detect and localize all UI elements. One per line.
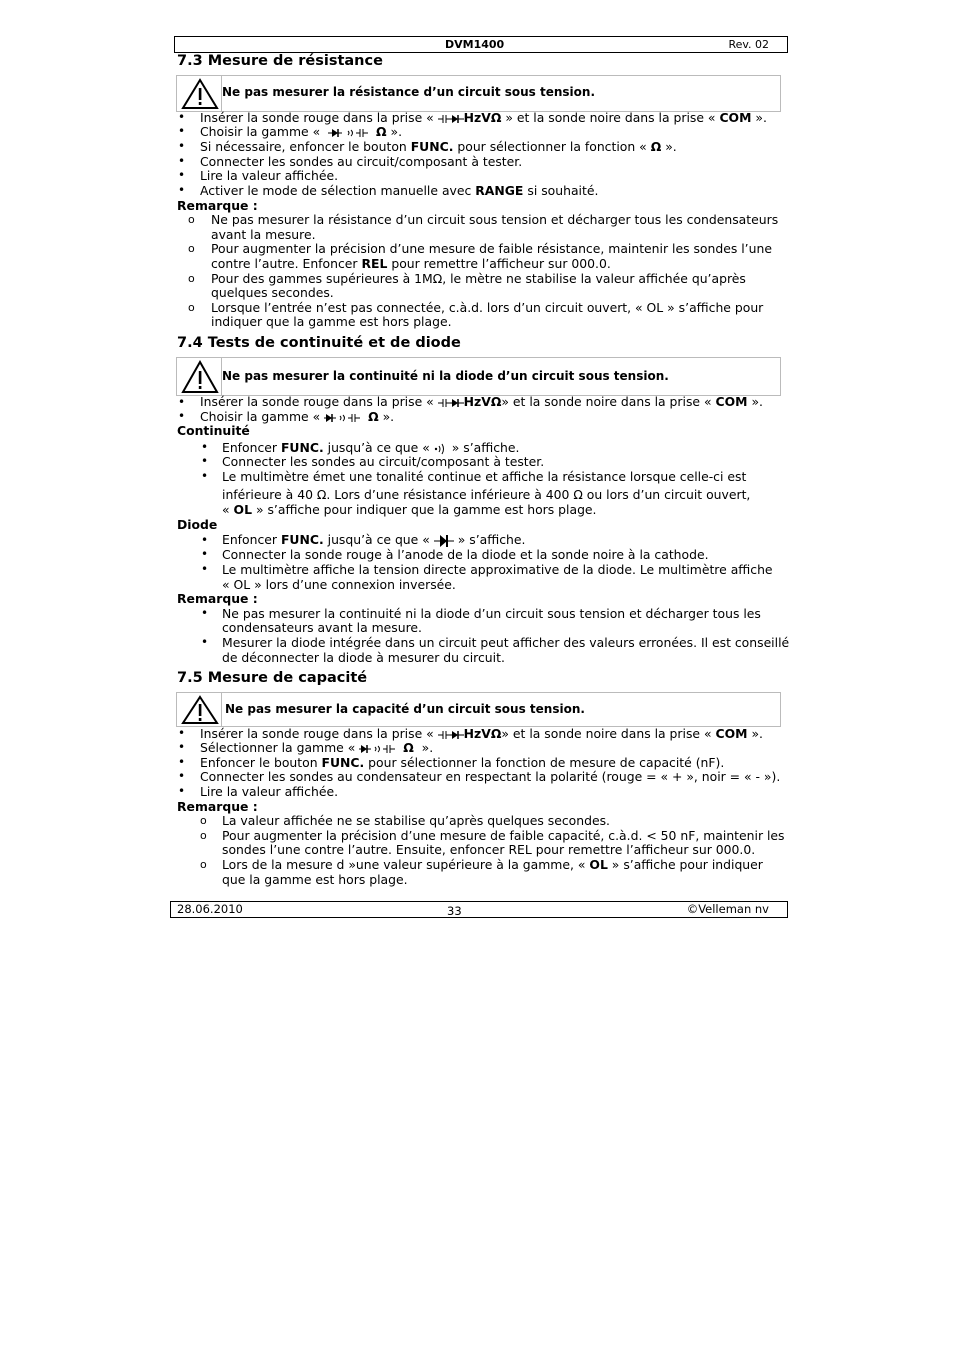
list-item-cont: « OL » s’affiche pour indiquer que la gamme est hors plage.: [222, 502, 597, 517]
section-title-7-3: 7.3 Mesure de résistance: [177, 53, 383, 69]
warning-box-7-4: [176, 357, 781, 396]
list-item: Insérer la sonde rouge dans la prise « HzVΩ » et la sonde noire dans la prise « COM ».: [200, 110, 767, 125]
diode-label: Diode: [177, 517, 218, 532]
list-item: Connecter les sondes au circuit/composant à tester.: [200, 154, 523, 169]
page-number: 33: [447, 904, 462, 918]
bullet-icon: •: [178, 139, 186, 153]
list-item: Choisir la gamme « Ω ».: [200, 124, 403, 139]
bullet-icon: •: [178, 154, 186, 168]
list-item: Le multimètre affiche la tension directe approximative de la diode. Le multimètre affiche: [222, 562, 773, 577]
list-item: Sélectionner la gamme « Ω ».: [200, 740, 434, 755]
list-item: Enfoncer le bouton FUNC. pour sélectionner la fonction de mesure de capacité (nF).: [200, 755, 725, 770]
warning-box-7-3: [176, 75, 781, 112]
bullet-icon: •: [178, 183, 186, 197]
bullet-icon: •: [201, 533, 209, 547]
list-item: Insérer la sonde rouge dans la prise « HzVΩ» et la sonde noire dans la prise « COM ».: [200, 394, 763, 409]
warning-box-7-5: [176, 692, 781, 727]
remark-label: Remarque :: [177, 198, 258, 213]
bullet-icon: •: [201, 454, 209, 468]
list-item: Choisir la gamme « Ω ».: [200, 409, 395, 424]
circle-bullet-icon: o: [188, 213, 195, 226]
list-item: Activer le mode de sélection manuelle avec RANGE si souhaité.: [200, 183, 599, 198]
list-item: Le multimètre émet une tonalité continue et affiche la résistance lorsque celle-ci est: [222, 469, 747, 484]
remark-item-cont: que la gamme est hors plage.: [222, 872, 408, 887]
bullet-icon: •: [178, 110, 186, 124]
list-item: Si nécessaire, enfoncer le bouton FUNC. pour sélectionner la fonction « Ω ».: [200, 139, 677, 154]
range-diode-buzzer-cap-icon: [359, 744, 399, 754]
remark-label: Remarque :: [177, 591, 258, 606]
warning-text: Ne pas mesurer la continuité ni la diode d’un circuit sous tension.: [222, 369, 669, 383]
remark-item: Pour augmenter la précision d’une mesure de faible capacité, c.à.d. < 50 nF, maintenir les: [222, 828, 785, 843]
bullet-icon: •: [201, 635, 209, 649]
circle-bullet-icon: o: [188, 242, 195, 255]
warning-triangle-icon: [177, 693, 222, 726]
remark-item: Ne pas mesurer la résistance d’un circuit sous tension et décharger tous les condensateurs: [211, 212, 779, 227]
bullet-icon: •: [201, 440, 209, 454]
list-item: Enfoncer FUNC. jusqu’à ce que « » s’affiche.: [222, 532, 526, 547]
circle-bullet-icon: o: [200, 858, 207, 871]
list-item-cont: inférieure à 40 Ω. Lors d’une résistance inférieure à 400 Ω ou lors d’un circuit ouvert,: [222, 487, 751, 502]
bullet-icon: •: [201, 606, 209, 620]
capacitor-diode-symbol-icon: [438, 114, 464, 124]
list-item-cont: « OL » lors d’une connexion inversée.: [222, 577, 456, 592]
remark-item: Lors de la mesure d »une valeur supérieure à la gamme, « OL » s’affiche pour indiquer: [222, 857, 763, 872]
warning-triangle-icon: [177, 358, 222, 395]
footer-date: 28.06.2010: [177, 902, 243, 916]
bullet-icon: •: [178, 395, 186, 409]
footer-copyright: ©Velleman nv: [686, 902, 769, 916]
bullet-icon: •: [201, 547, 209, 561]
range-diode-buzzer-cap-icon: [328, 128, 372, 138]
remark-item-cont: quelques secondes.: [211, 285, 334, 300]
bullet-icon: •: [178, 769, 186, 783]
warning-text: Ne pas mesurer la capacité d’un circuit sous tension.: [225, 702, 585, 716]
bullet-icon: •: [178, 755, 186, 769]
bullet-icon: •: [178, 726, 186, 740]
list-item: Enfoncer FUNC. jusqu’à ce que « » s’affiche.: [222, 440, 520, 455]
circle-bullet-icon: o: [200, 829, 207, 842]
remark-item: La valeur affichée ne se stabilise qu’après quelques secondes.: [222, 813, 610, 828]
bullet-icon: •: [178, 168, 186, 182]
list-item: Lire la valeur affichée.: [200, 168, 339, 183]
bullet-icon: •: [201, 562, 209, 576]
list-item: Insérer la sonde rouge dans la prise « HzVΩ» et la sonde noire dans la prise « COM ».: [200, 726, 763, 741]
range-diode-buzzer-cap-icon: [324, 413, 364, 423]
warning-triangle-icon: [177, 76, 222, 111]
circle-bullet-icon: o: [188, 301, 195, 314]
circle-bullet-icon: o: [200, 814, 207, 827]
capacitor-diode-symbol-icon: [438, 398, 464, 408]
remark-item: Pour augmenter la précision d’une mesure de faible résistance, maintenir les sondes l’une: [211, 241, 772, 256]
list-item: Connecter les sondes au condensateur en respectant la polarité (rouge = « + », noir = « - »).: [200, 769, 781, 784]
remark-item-cont: sondes l’une contre l’autre. Ensuite, enfoncer REL pour remettre l’afficheur sur 000.0.: [222, 842, 756, 857]
circle-bullet-icon: o: [188, 272, 195, 285]
list-item: Connecter les sondes au circuit/composant à tester.: [222, 454, 545, 469]
remark-item-cont: avant la mesure.: [211, 227, 316, 242]
list-item: Lire la valeur affichée.: [200, 784, 339, 799]
remark-item-cont: condensateurs avant la mesure.: [222, 620, 422, 635]
page-footer: [170, 901, 788, 918]
remark-item: Lorsque l’entrée n’est pas connectée, c.à.d. lors d’un circuit ouvert, « OL » s’affiche pour: [211, 300, 764, 315]
diode-icon: [434, 534, 454, 548]
bullet-icon: •: [178, 124, 186, 138]
doc-id: DVM1400: [445, 38, 505, 51]
section-title-7-5: 7.5 Mesure de capacité: [177, 670, 368, 686]
continuity-label: Continuité: [177, 423, 250, 438]
remark-label: Remarque :: [177, 799, 258, 814]
bullet-icon: •: [201, 469, 209, 483]
remark-item-cont: de déconnecter la diode à mesurer du circuit.: [222, 650, 505, 665]
remark-item: Pour des gammes supérieures à 1MΩ, le mètre ne stabilise la valeur affichée qu’après: [211, 271, 746, 286]
bullet-icon: •: [178, 784, 186, 798]
section-title-7-4: 7.4 Tests de continuité et de diode: [177, 335, 461, 351]
bullet-icon: •: [178, 409, 186, 423]
revision: Rev. 02: [728, 38, 769, 51]
warning-text: Ne pas mesurer la résistance d’un circuit sous tension.: [222, 85, 596, 99]
remark-item: Mesurer la diode intégrée dans un circuit peut afficher des valeurs erronées. Il est conseillé: [222, 635, 790, 650]
capacitor-diode-symbol-icon: [438, 730, 464, 740]
remark-item: Ne pas mesurer la continuité ni la diode d’un circuit sous tension et décharger tous les: [222, 606, 761, 621]
remark-item-cont: contre l’autre. Enfoncer REL pour remettre l’afficheur sur 000.0.: [211, 256, 611, 271]
list-item: Connecter la sonde rouge à l’anode de la diode et la sonde noire à la cathode.: [222, 547, 709, 562]
bullet-icon: •: [178, 740, 186, 754]
page-header: [174, 36, 788, 53]
remark-item-cont: indiquer que la gamme est hors plage.: [211, 314, 452, 329]
